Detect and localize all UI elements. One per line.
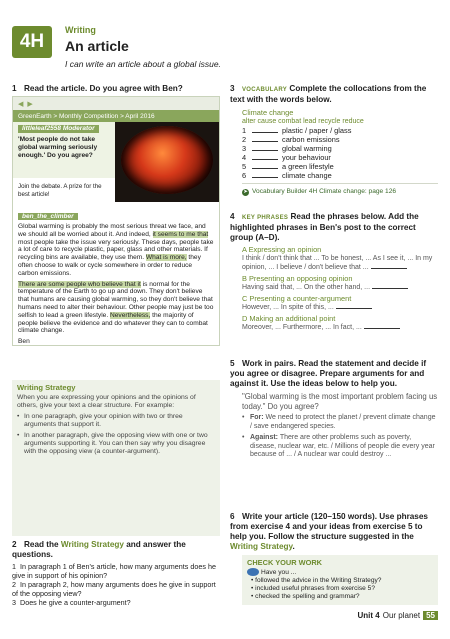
burning-planet-image bbox=[121, 126, 213, 194]
collocation-item[interactable]: 5 a green lifestyle bbox=[242, 162, 334, 171]
highlight-phrase: What is more, bbox=[145, 254, 187, 262]
against-argument: • Against: There are other problems such as poverty, disease, nuclear war, etc. / Millions of people die every year because of ... / A nuclear war could destroy ... bbox=[242, 434, 438, 460]
question-text: Read the article. Do you agree with Ben? bbox=[24, 84, 183, 93]
vocabulary-builder-link[interactable]: ➤ Vocabulary Builder 4H Climate change: page 126 bbox=[242, 183, 438, 196]
highlight-phrase: There are some people who believe that it bbox=[18, 280, 141, 288]
unit-topic: Our planet bbox=[382, 611, 421, 620]
phrase-group-b-title: B Presenting an opposing opinion bbox=[242, 274, 353, 283]
collocation-item[interactable]: 2 carbon emissions bbox=[242, 135, 340, 144]
reply-paragraph-2: There are some people who believe that it is normal for the temperature of the Earth to go up and down. They don't believe that humans are causing global warming, so they don't believe that humans need to alter their behaviour. Other people may just be too selfish to lead a green lifestyle. Nevertheless, the majority of people believe the evidence and do whatever they can to combat climate change. bbox=[18, 280, 214, 335]
highlight-phrase: Nevertheless, bbox=[110, 311, 151, 319]
arrow-right-icon: ➤ bbox=[243, 189, 248, 195]
moderator-username: littleleaf2558 Moderator bbox=[18, 125, 99, 133]
page-title: An article bbox=[65, 38, 129, 54]
moderator-question: 'Most people do not take global warming seriously enough.' Do you agree? bbox=[18, 136, 98, 159]
phrase-group-c-text: However, ... In spite of this, ... bbox=[242, 303, 438, 312]
page-number: 55 bbox=[423, 611, 438, 620]
forward-arrow-icon[interactable]: ▶ bbox=[27, 100, 33, 108]
collocation-item[interactable]: 6 climate change bbox=[242, 171, 332, 180]
reply-paragraph-1: Global warming is probably the most serious threat we face, and we should all be worried about it. And indeed, it seems to me that most people take the issue very seriously. These days, people take a lot of care to recycle plastic, paper, glass and other materials. If recycling bins are available, they use them. What is more, they often choose to walk or cycle somewhere in order to reduce carbon emissions. bbox=[18, 223, 214, 277]
phrase-groups bbox=[242, 245, 438, 332]
strategy-link[interactable]: Writing Strategy bbox=[230, 542, 293, 551]
question-6: 6 Write your article (120–150 words). Use phrases from exercise 4 and your ideas from exercise 5 to help you. Follow the structure suggested in the Writing Strategy. CHECK YOUR WORK Have you ... • followed the advice in the Writing Strategy? • included useful phrases from exercise 5? • checked the spelling and grammar? bbox=[230, 512, 438, 605]
word-box-title: Climate change bbox=[242, 108, 294, 117]
unit-label: Unit 4 bbox=[357, 611, 380, 620]
check-title: CHECK YOUR WORK bbox=[247, 558, 323, 567]
phrase-group-d-text: Moreover, ... Furthermore, ... In fact, ... bbox=[242, 323, 438, 332]
collocation-item[interactable]: 1 plastic / paper / glass bbox=[242, 126, 352, 135]
q2-item: 3 Does he give a counter-argument? bbox=[12, 598, 131, 607]
page-subtitle: I can write an article about a global issue. bbox=[65, 59, 221, 69]
phrase-group-d-title: D Making an additional point bbox=[242, 314, 336, 323]
word-box bbox=[242, 108, 438, 126]
check-item: • checked the spelling and grammar? bbox=[251, 593, 433, 601]
strategy-item: • In one paragraph, give your opinion with two or three arguments that support it. bbox=[17, 413, 215, 429]
collocation-item[interactable]: 3 global warming bbox=[242, 144, 332, 153]
back-arrow-icon[interactable]: ◀ bbox=[18, 100, 24, 108]
strategy-list bbox=[17, 413, 215, 456]
planet-image-frame bbox=[115, 122, 219, 202]
strategy-title: Writing Strategy bbox=[17, 383, 76, 392]
reply-signature: Ben bbox=[18, 338, 30, 346]
breadcrumb[interactable]: GreenEarth > Monthly Competition > April 2016 bbox=[13, 110, 219, 122]
phrase-group-b-text: Having said that, ... On the other hand, ... bbox=[242, 283, 438, 292]
question-1 bbox=[12, 84, 183, 94]
writing-strategy-box bbox=[12, 380, 220, 536]
check-your-work-box: CHECK YOUR WORK Have you ... • followed the advice in the Writing Strategy? • included useful phrases from exercise 5? • checked the spelling and grammar? bbox=[242, 555, 438, 605]
forum-article bbox=[12, 96, 220, 346]
moderator-post bbox=[13, 122, 219, 178]
question-4: 4 KEY PHRASES Read the phrases below. Add the highlighted phrases in Ben's post to the correct group (A–D). A Expressing an opinion I think / don't think that ... To be honest, ... As I see it, ... In my opinion, ... I believe / don't believe that ... B Presenting an opposing opinion Having said that, ... On the other hand, ... C Presenting a counter-argument However, ... In spite of this, ... D Making an additional point Moreover, ... Furthermore, ... In fact, ... bbox=[230, 212, 438, 332]
highlight-phrase: it seems to me that bbox=[152, 230, 209, 238]
for-argument: • For: We need to protect the planet / prevent climate change / save endangered species. bbox=[242, 414, 438, 431]
reply-post bbox=[13, 205, 219, 349]
collocation-item[interactable]: 4 your behaviour bbox=[242, 153, 331, 162]
join-debate-text: Join the debate. A prize for the best article! bbox=[18, 183, 102, 198]
eye-icon bbox=[247, 568, 259, 576]
check-item: • included useful phrases from exercise 5? bbox=[251, 585, 433, 593]
strategy-link[interactable]: Writing Strategy bbox=[60, 540, 124, 549]
page-footer bbox=[358, 611, 439, 620]
question-2: 2 Read the Writing Strategy and answer the questions. 1 In paragraph 1 of Ben's article, how many arguments does he give in support of his opinion? 2 In paragraph 2, how many arguments does he give in support of the opposing view? 3 Does he give a counter-argument? bbox=[12, 540, 220, 607]
question-3: 3 VOCABULARY Complete the collocations from the text with the words below. Climate change alter cause combat lead recycle reduce 1 plastic / paper / glass 2 carbon emissions 3 global warming 4 your behaviour 5 a green lifestyle 6 climate change ➤ Vocabulary Builder 4H Climate change: page 126 bbox=[230, 84, 438, 196]
question-number: 1 bbox=[12, 84, 17, 93]
question-5: 5 Work in pairs. Read the statement and decide if you agree or disagree. Prepare arguments for and against it. Use the ideas below to help you. "Global warming is the most important problem facing us today." Do you agree? • For: We need to protect the planet / prevent climate change / save endangered species. • Against: There are other problems such as poverty, disease, nuclear war, etc. / Millions of people die every year because of ... / A nuclear war could destroy ... bbox=[230, 359, 438, 460]
lesson-code: 4H bbox=[12, 26, 52, 58]
statement-quote: "Global warming is the most important problem facing us today." Do you agree? bbox=[242, 392, 438, 411]
strategy-item: • In another paragraph, give the opposing view with one or two arguments supporting it. You can then say why you disagree with the opposing view (a counter-argument). bbox=[17, 432, 215, 456]
word-box-words: alter cause combat lead recycle reduce bbox=[242, 118, 364, 125]
strategy-intro: When you are expressing your opinions and the opinions of others, give your text a clear structure. For example: bbox=[17, 394, 196, 409]
q2-item: 1 In paragraph 1 of Ben's article, how many arguments does he give in support of his opinion? bbox=[12, 562, 216, 580]
phrase-group-c-title: C Presenting a counter-argument bbox=[242, 294, 352, 303]
phrase-group-a-text: I think / don't think that ... To be honest, ... As I see it, ... In my opinion, ... I believe / don't believe that ... bbox=[242, 255, 433, 271]
reply-username: ben_the_climber bbox=[18, 213, 78, 220]
forum-nav-bar bbox=[13, 97, 219, 110]
check-item: • followed the advice in the Writing Strategy? bbox=[251, 577, 433, 585]
q2-item: 2 In paragraph 2, how many arguments does he give in support of the opposing view? bbox=[12, 580, 216, 598]
phrase-group-a-title: A Expressing an opinion bbox=[242, 245, 322, 254]
section-label: Writing bbox=[65, 25, 96, 35]
